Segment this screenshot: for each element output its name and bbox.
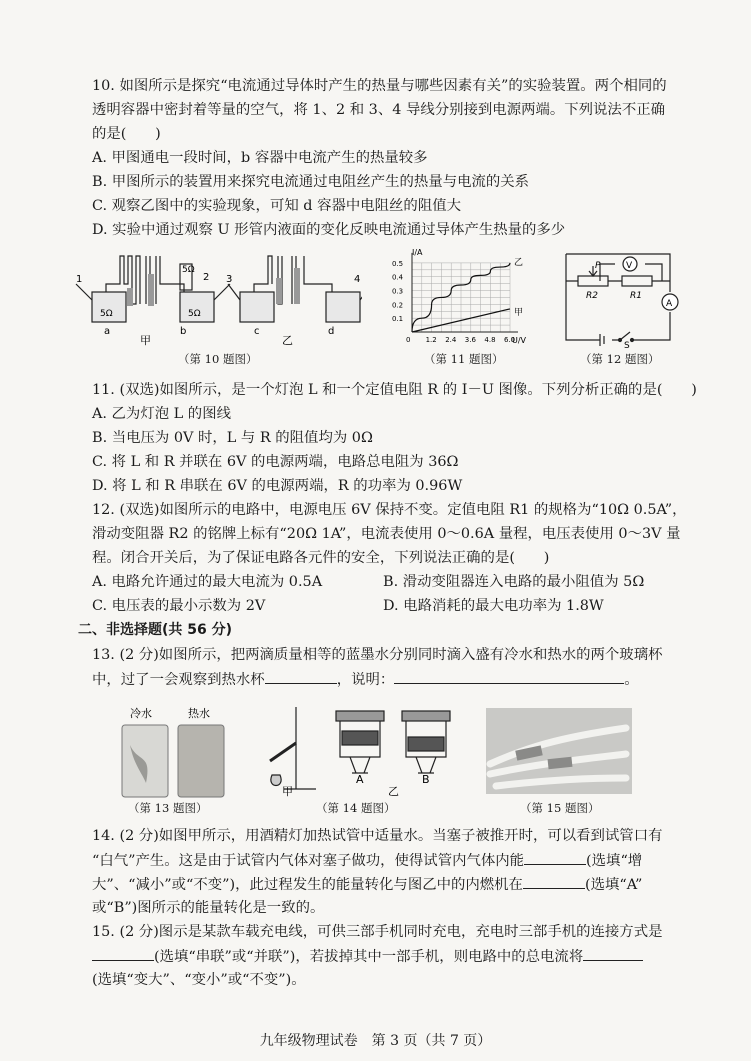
y-tick-label: 0.1 bbox=[392, 315, 404, 324]
q12-option-c: C. 电压表的最小示数为 2V bbox=[92, 598, 266, 614]
fig10-label-ra: 5Ω bbox=[100, 309, 113, 319]
q10-line3: 的是( ) bbox=[92, 126, 161, 142]
q14-line1: 14. (2 分)如图甲所示，用酒精灯加热试管中适量水。当塞子被推开时，可以看到试管口有 bbox=[92, 828, 663, 844]
figure-10-apparatus bbox=[72, 244, 362, 350]
q12-line3: 程。闭合开关后，为了保证电路各元件的安全，下列说法正确的是( ) bbox=[92, 550, 550, 566]
q14-line2-text-a: “白气”产生。这是由于试管内气体对塞子做功，使得试管内气体内能 bbox=[92, 853, 525, 869]
fig10-label-3: 3 bbox=[226, 274, 233, 285]
q15-line1: 15. (2 分)图示是某款车载充电线，可供三部手机同时充电，充电时三部手机的连接方式是 bbox=[92, 924, 663, 940]
fig10-label-yi: 乙 bbox=[282, 334, 293, 347]
test-tube bbox=[270, 743, 296, 761]
fig10-label-d: d bbox=[328, 326, 335, 337]
x-tick-label: 6.0 bbox=[504, 336, 516, 344]
q14-line2 bbox=[92, 850, 642, 871]
q10-option-c: C. 观察乙图中的实验现象，可知 d 容器中电阻丝的阻值大 bbox=[92, 198, 461, 214]
q12-line2: 滑动变阻器 R2 的铭牌上标有“20Ω 1A”，电流表使用 0～0.6A 量程，电压表使用 0～3V 量 bbox=[92, 526, 681, 542]
fig10-label-b: b bbox=[180, 326, 187, 337]
x-axis-label: U/V bbox=[512, 336, 527, 345]
y-tick-label: 0.5 bbox=[392, 259, 404, 268]
fig10-label-c: c bbox=[254, 326, 260, 337]
q14-line3 bbox=[92, 874, 642, 895]
alcohol-lamp bbox=[271, 775, 281, 786]
fig10-label-a: a bbox=[104, 326, 111, 337]
label-r2: R2 bbox=[586, 291, 598, 301]
battery bbox=[600, 334, 604, 346]
figure-15-caption: （第 15 题图） bbox=[520, 801, 600, 815]
q14-line4: 或“B”)图所示的能量转化是一致的。 bbox=[92, 900, 325, 916]
q14-line3-text-a: 大”、“减小”或“不变”)，此过程发生的能量转化与图乙中的内燃机在 bbox=[92, 877, 523, 893]
figure-11-chart bbox=[388, 244, 538, 348]
fig10-label-top-r: 5Ω bbox=[182, 265, 195, 275]
q15-line2 bbox=[92, 946, 643, 967]
fig10-label-4: 4 bbox=[354, 274, 361, 285]
container-c bbox=[240, 292, 274, 322]
x-tick-label: 2.4 bbox=[445, 336, 457, 344]
section-heading: 二、非选择题(共 56 分) bbox=[78, 622, 233, 638]
fig10-label-rb: 5Ω bbox=[188, 309, 201, 319]
q11-option-b: B. 当电压为 0V 时，L 与 R 的阻值均为 0Ω bbox=[92, 430, 373, 446]
q13-blank-2[interactable] bbox=[394, 669, 624, 684]
series-label: 甲 bbox=[514, 307, 524, 318]
label-r1: R1 bbox=[630, 291, 642, 301]
label-s: S bbox=[624, 341, 630, 348]
q14-line2-text-b: (选填“增 bbox=[586, 853, 643, 869]
q11-line1: 11. (双选)如图所示，是一个灯泡 L 和一个定值电阻 R 的 I－U 图像。下列分析正确的是( ) bbox=[92, 382, 697, 398]
q13-line2-text-c: 。 bbox=[624, 672, 639, 688]
figure-15-charging-cable bbox=[486, 708, 632, 794]
figure-11-caption: （第 11 题图） bbox=[424, 352, 504, 366]
fig10-label-jia: 甲 bbox=[140, 334, 151, 347]
cold-water-beaker bbox=[122, 725, 168, 797]
figure-12-circuit bbox=[560, 252, 680, 348]
engine-a-head bbox=[336, 711, 384, 721]
q12-line1: 12. (双选)如图所示的电路中，电源电压 6V 保持不变。定值电阻 R1 的规格为“10Ω 0.5A”， bbox=[92, 502, 687, 518]
q14-blank-2[interactable] bbox=[523, 874, 585, 889]
y-tick-label: 0.2 bbox=[392, 301, 404, 310]
y-tick-label: 0.3 bbox=[392, 287, 404, 296]
q15-blank-1[interactable] bbox=[92, 946, 154, 961]
fig14-label-a: A bbox=[356, 773, 364, 786]
q12-option-d: D. 电路消耗的最大电功率为 1.8W bbox=[383, 598, 604, 614]
figure-14-caption: （第 14 题图） bbox=[316, 801, 396, 815]
hot-water-beaker bbox=[178, 725, 224, 797]
page-footer: 九年级物理试卷 第 3 页（共 7 页） bbox=[259, 1033, 492, 1049]
label-a: A bbox=[666, 299, 673, 309]
figure-14-apparatus bbox=[256, 703, 466, 799]
q14-blank-1[interactable] bbox=[524, 850, 586, 865]
q12-option-b: B. 滑动变阻器连入电路的最小阻值为 5Ω bbox=[383, 574, 645, 590]
resistor-r2 bbox=[578, 276, 608, 286]
y-tick-label: 0.4 bbox=[392, 273, 404, 282]
q15-line3: (选填“变大”、“变小”或“不变”)。 bbox=[92, 972, 306, 988]
x-tick-label: 0 bbox=[406, 336, 411, 344]
q13-line2 bbox=[92, 669, 639, 690]
q10-line2: 透明容器中密封着等量的空气，将 1、2 和 3、4 导线分别接到电源两端。下列说法不正确 bbox=[92, 102, 665, 118]
x-tick-label: 1.2 bbox=[425, 336, 437, 344]
q11-option-d: D. 将 L 和 R 串联在 6V 的电源两端，R 的功率为 0.96W bbox=[92, 478, 463, 494]
q13-line2-text-b: ，说明： bbox=[336, 672, 395, 688]
q11-option-c: C. 将 L 和 R 并联在 6V 的电源两端，电路总电阻为 36Ω bbox=[92, 454, 459, 470]
fig10-label-1: 1 bbox=[76, 274, 83, 285]
cold-water-label: 冷水 bbox=[130, 707, 152, 720]
q10-option-a: A. 甲图通电一段时间，b 容器中电流产生的热量较多 bbox=[92, 150, 428, 166]
resistor-r1 bbox=[622, 276, 652, 286]
fig14-label-jia: 甲 bbox=[282, 785, 293, 798]
q13-line2-text-a: 中，过了一会观察到热水杯 bbox=[92, 672, 265, 688]
y-axis-label: I/A bbox=[412, 248, 423, 257]
label-v: V bbox=[626, 261, 633, 271]
container-d bbox=[326, 292, 360, 322]
x-tick-label: 4.8 bbox=[484, 336, 496, 344]
q15-line2-text: (选填“串联”或“并联”)，若拔掉其中一部手机，则电路中的总电流将 bbox=[154, 949, 584, 965]
q14-line3-text-b: (选填“A” bbox=[584, 877, 643, 893]
engine-b-head bbox=[402, 711, 450, 721]
label-p: P bbox=[595, 261, 601, 271]
figure-13-beakers bbox=[118, 703, 228, 799]
q13-blank-1[interactable] bbox=[265, 669, 337, 684]
figure-10-caption: （第 10 题图） bbox=[178, 352, 258, 366]
q13-line1: 13. (2 分)如图所示，把两滴质量相等的蓝墨水分别同时滴入盛有冷水和热水的两个玻璃杯 bbox=[92, 647, 663, 663]
q10-option-d: D. 实验中通过观察 U 形管内液面的变化反映电流通过导体产生热量的多少 bbox=[92, 222, 566, 238]
q10-option-b: B. 甲图所示的装置用来探究电流通过电阻丝产生的热量与电流的关系 bbox=[92, 174, 530, 190]
figure-12-caption: （第 12 题图） bbox=[580, 352, 660, 366]
fig10-label-2: 2 bbox=[203, 272, 210, 283]
q10-line1: 10. 如图所示是探究“电流通过导体时产生的热量与哪些因素有关”的实验装置。两个相同的 bbox=[92, 78, 667, 94]
figure-13-caption: （第 13 题图） bbox=[128, 801, 208, 815]
series-label: 乙 bbox=[514, 257, 524, 268]
q12-option-a: A. 电路允许通过的最大电流为 0.5A bbox=[92, 574, 323, 590]
q11-option-a: A. 乙为灯泡 L 的图线 bbox=[92, 406, 231, 422]
fig14-label-yi: 乙 bbox=[388, 785, 399, 798]
fig14-label-b: B bbox=[422, 773, 430, 786]
x-tick-label: 3.6 bbox=[464, 336, 476, 344]
hot-water-label: 热水 bbox=[188, 707, 210, 720]
q15-blank-2[interactable] bbox=[583, 946, 643, 961]
